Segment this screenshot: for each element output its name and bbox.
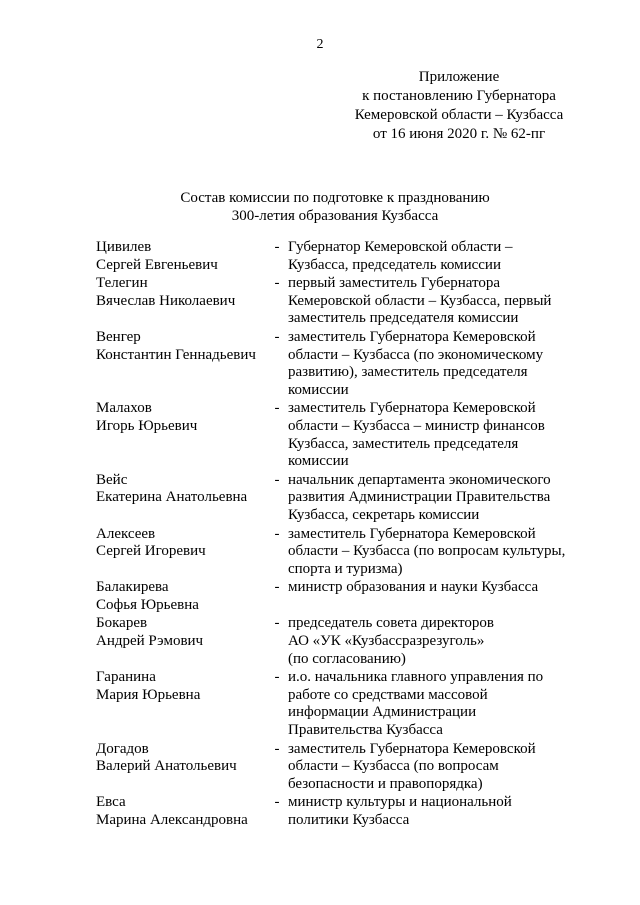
member-position-line: безопасности и правопорядка) <box>288 775 483 792</box>
member-position-line: Кузбасса, председатель комиссии <box>288 256 501 273</box>
member-position-line: заместитель председателя комиссии <box>288 310 519 327</box>
appendix-line: Кемеровской области – Кузбасса <box>354 107 564 123</box>
member-position-line: развитию), заместитель председателя <box>288 364 528 381</box>
member-name <box>96 400 266 470</box>
member-position-line: Кузбасса, заместитель председателя <box>288 435 519 452</box>
member-dash: - <box>274 669 280 686</box>
member-position <box>288 579 566 614</box>
member-position <box>288 615 566 668</box>
member-name <box>96 741 266 794</box>
member-surname: Бокарев <box>96 615 148 632</box>
member-row <box>96 741 566 794</box>
title-line: Состав комиссии по подготовке к празднованию <box>180 190 490 206</box>
member-name <box>96 669 266 739</box>
document-title <box>0 189 640 225</box>
member-position-line: Кузбасса, секретарь комиссии <box>288 506 480 523</box>
member-position <box>288 794 566 829</box>
member-position-line: работе со средствами массовой <box>288 686 488 703</box>
title-line: 300-летия образования Кузбасса <box>231 208 439 224</box>
member-position <box>288 400 566 470</box>
member-position-line: комиссии <box>288 453 349 470</box>
member-position-line: и.о. начальника главного управления по <box>288 669 544 686</box>
member-name <box>96 329 266 399</box>
member-dash: - <box>274 400 280 417</box>
member-given: Вячеслав Николаевич <box>96 292 236 309</box>
member-row <box>96 275 566 328</box>
commission-member-list <box>96 239 566 831</box>
member-position <box>288 329 566 399</box>
member-surname: Догадов <box>96 740 149 757</box>
member-row <box>96 794 566 829</box>
member-dash: - <box>274 328 280 345</box>
member-dash: - <box>274 579 280 596</box>
appendix-line: к постановлению Губернатора <box>362 88 556 104</box>
member-dash: - <box>274 615 280 632</box>
member-row <box>96 239 566 274</box>
member-name <box>96 472 266 525</box>
member-position-line: заместитель Губернатора Кемеровской <box>288 328 536 345</box>
member-position <box>288 741 566 794</box>
member-row <box>96 400 566 470</box>
member-row <box>96 472 566 525</box>
member-position-line: политики Кузбасса <box>288 812 410 828</box>
member-position <box>288 275 566 328</box>
member-position-line: АО «УК «Кузбассразрезуголь» <box>288 633 485 650</box>
member-position-line: спорта и туризма) <box>288 560 403 577</box>
member-surname: Балакирева <box>96 579 169 596</box>
page-number: 2 <box>316 37 324 52</box>
member-position-line: министр культуры и национальной <box>288 794 512 811</box>
member-surname: Малахов <box>96 400 152 417</box>
member-position-line: заместитель Губернатора Кемеровской <box>288 740 536 757</box>
member-dash: - <box>274 471 280 488</box>
member-row <box>96 526 566 579</box>
member-position-line: Правительства Кузбасса <box>288 722 443 739</box>
member-position-line: заместитель Губернатора Кемеровской <box>288 400 536 417</box>
member-position <box>288 239 566 274</box>
member-row <box>96 669 566 739</box>
member-name <box>96 615 266 668</box>
member-dash: - <box>274 740 280 757</box>
member-name <box>96 579 266 614</box>
member-surname: Телегин <box>96 275 148 292</box>
member-row <box>96 615 566 668</box>
member-name <box>96 794 266 829</box>
member-position <box>288 669 566 739</box>
member-position-line: области – Кузбасса (по вопросам <box>288 758 499 775</box>
member-name <box>96 526 266 579</box>
member-position-line: комиссии <box>288 381 349 398</box>
member-dash: - <box>274 239 280 255</box>
appendix-line: от 16 июня 2020 г. № 62-пг <box>372 126 546 142</box>
member-given: Андрей Рэмович <box>96 633 204 650</box>
member-row <box>96 329 566 399</box>
member-position-line: начальник департамента экономического <box>288 471 551 488</box>
member-row <box>96 579 566 614</box>
member-position-line: заместитель Губернатора Кемеровской <box>288 525 536 542</box>
member-given: Константин Геннадьевич <box>96 346 256 363</box>
member-dash: - <box>274 275 280 292</box>
member-given: Сергей Евгеньевич <box>96 256 218 273</box>
member-name <box>96 275 266 328</box>
appendix-line: Приложение <box>418 69 500 85</box>
member-surname: Евса <box>96 794 126 811</box>
member-given: Марина Александровна <box>96 812 248 828</box>
member-given: Мария Юрьевна <box>96 686 201 703</box>
member-given: Игорь Юрьевич <box>96 417 198 434</box>
member-surname: Гаранина <box>96 669 156 686</box>
appendix-header <box>340 68 578 144</box>
member-surname: Цивилев <box>96 239 152 255</box>
member-given: Софья Юрьевна <box>96 596 199 613</box>
member-position-line: первый заместитель Губернатора <box>288 275 501 292</box>
member-given: Сергей Игоревич <box>96 543 206 560</box>
member-position <box>288 472 566 525</box>
member-name <box>96 239 266 274</box>
member-position-line: информации Администрации <box>288 704 477 721</box>
member-position-line: (по согласованию) <box>288 650 406 667</box>
member-position-line: Губернатор Кемеровской области – <box>288 239 513 255</box>
member-position-line: развития Администрации Правительства <box>288 489 551 506</box>
member-surname: Венгер <box>96 328 141 345</box>
member-dash: - <box>274 794 280 811</box>
member-dash: - <box>274 525 280 542</box>
member-given: Екатерина Анатольевна <box>96 489 248 506</box>
member-position-line: области – Кузбасса – министр финансов <box>288 417 545 434</box>
member-given: Валерий Анатольевич <box>96 758 237 775</box>
member-position-line: председатель совета директоров <box>288 615 494 632</box>
member-position-line: Кемеровской области – Кузбасса, первый <box>288 292 552 309</box>
member-surname: Алексеев <box>96 525 156 542</box>
member-surname: Вейс <box>96 471 128 488</box>
member-position-line: министр образования и науки Кузбасса <box>288 579 539 596</box>
member-position-line: области – Кузбасса (по экономическому <box>288 346 544 363</box>
member-position-line: области – Кузбасса (по вопросам культуры, <box>288 543 566 560</box>
member-position <box>288 526 566 579</box>
